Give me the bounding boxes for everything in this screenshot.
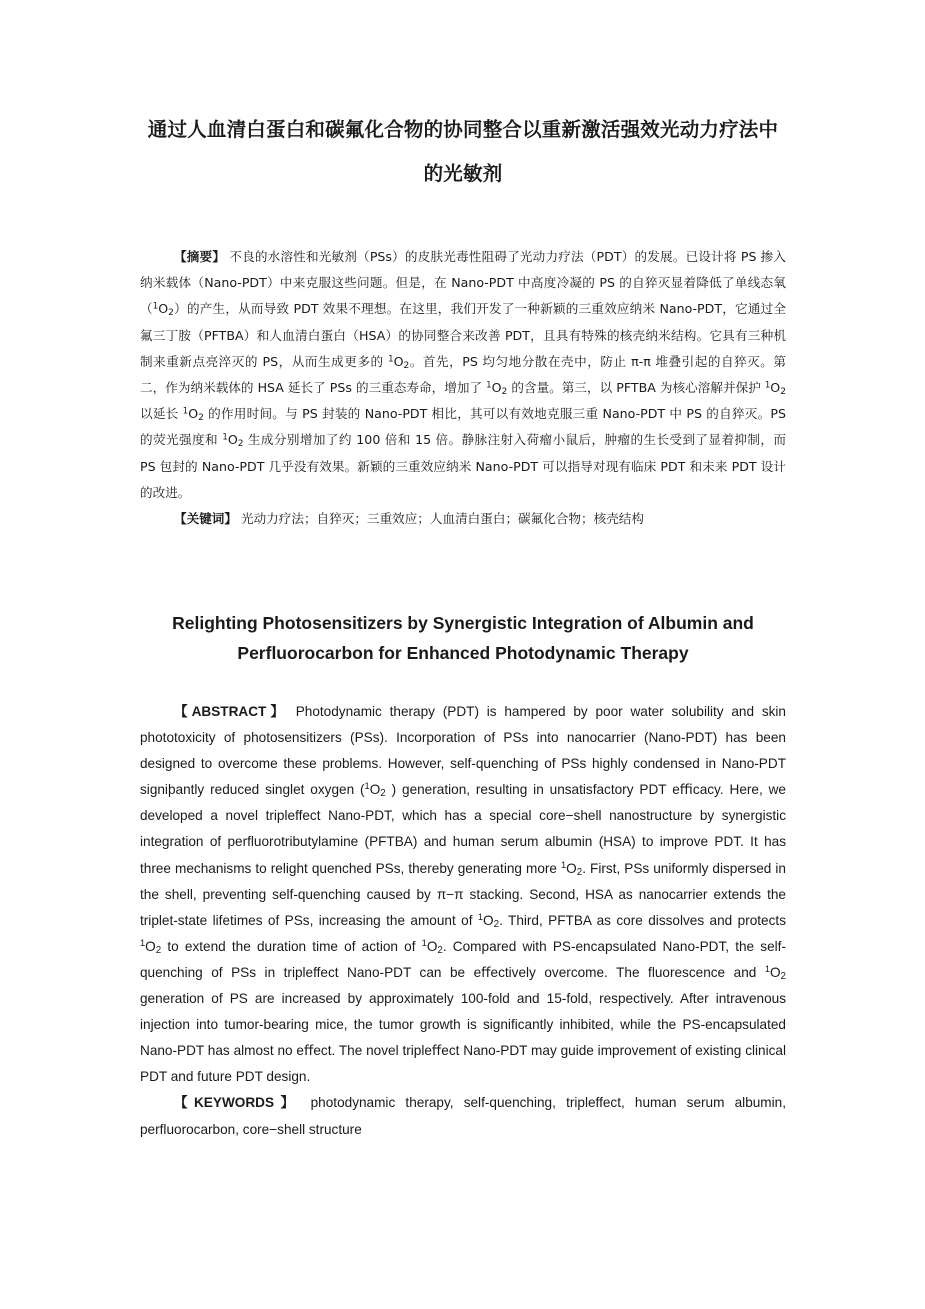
english-abstract-label: 【ABSTRACT】 <box>174 704 288 719</box>
chinese-keywords-label: 【关键词】 <box>174 511 237 527</box>
chinese-keywords-text: 光动力疗法；自猝灭；三重效应；人血清白蛋白；碳氟化合物；核壳结构 <box>236 511 644 527</box>
english-abstract-text: Photodynamic therapy (PDT) is hampered by poor water solubility and skin phototoxicity of photosensitizers (PSs). Incorporation of PSs into nanocarrier (Nano-PDT) has been designed to overcome these problems. However, self-quenching of PSs highly condensed in Nano-PDT signiþantly reduced singlet oxygen ($^1O_2$ ) generation, resulting in unsatisfactory PDT eﬃcacy. Here, we developed a novel tripleffect Nano-PDT, which has a special core−shell nanostructure by synergistic integration of perfluorotributylamine (PFTBA) and human serum albumin (HSA) to improve PDT. It has three mechanisms to relight quenched PSs, thereby generating more $^1O_2$. First, PSs uniformly dispersed in the shell, preventing self-quenching caused by π−π stacking. Second, HSA as nanocarrier extends the triplet-state lifetimes of PSs, increasing the amount of $^1O_2$. Third, PFTBA as core dissolves and protects $^1O_2$ to extend the duration time of action of $^1O_2$. Compared with PS-encapsulated Nano-PDT, the self-quenching of PSs in tripleffect Nano-PDT can be eﬀectively overcome. The fluorescence and $^1O_2$ generation of PS are increased by approximately 100-fold and 15-fold, respectively. After intravenous injection into tumor-bearing mice, the tumor growth is significantly inhibited, while the PS-encapsulated Nano-PDT has almost no eﬀect. The novel tripleﬀect Nano-PDT may guide improvement of existing clinical PDT and future PDT design. <box>140 704 786 1085</box>
english-keywords <box>140 1090 786 1142</box>
chinese-title: 通过人血清白蛋白和碳氟化合物的协同整合以重新激活强效光动力疗法中的光敏剂 <box>147 118 779 185</box>
english-keywords-label: 【KEYWORDS】 <box>174 1095 301 1111</box>
english-title <box>140 608 786 668</box>
chinese-keywords <box>140 506 786 532</box>
english-abstract <box>140 699 786 1090</box>
chinese-abstract-label: 【摘要】 <box>174 249 226 264</box>
english-title-line-2: Perfluorocarbon for Enhanced Photodynamic Therapy <box>237 643 689 663</box>
chinese-abstract-text: 不良的水溶性和光敏剂（PSs）的皮肤光毒性阻碍了光动力疗法（PDT）的发展。已设计将 PS 掺入纳米载体（Nano-PDT）中来克服这些问题。但是，在 Nano-PDT 中高度冷凝的 PS 的自猝灭显着降低了单线态氧$(^1O_2)$的产生，从而导致 PDT 效果不理想。在这里，我们开发了一种新颖的三重效应纳米 Nano-PDT，它通过全氟三丁胺（PFTBA）和人血清白蛋白（HSA）的协同整合来改善 PDT，且具有特殊的核壳纳米结构。它具有三种机制来重新点亮淬灭的 PS，从而生成更多的 $^1O_2$。首先，PS 均匀地分散在壳中，防止 π-π 堆叠引起的自猝灭。第二，作为纳米载体的 HSA 延长了 PSs 的三重态寿命，增加了 $^1O_2$ 的含量。第三，以 PFTBA 为核心溶解并保护 $^1O_2$ 以延长 $^1O_2$ 的作用时间。与 PS 封装的 Nano-PDT 相比，其可以有效地克服三重 Nano-PDT 中 PS 的自猝灭。PS 的荧光强度和 $^1O_2$ 生成分别增加了约 100 倍和 15 倍。静脉注射入荷瘤小鼠后，肿瘤的生长受到了显着抑制，而 PS 包封的 Nano-PDT 几乎没有效果。新颖的三重效应纳米 Nano-PDT 可以指导对现有临床 PDT 和未来 PDT 设计的改进。 <box>140 249 787 500</box>
english-abstract-section <box>140 699 786 1143</box>
english-keywords-text: photodynamic therapy, self-quenching, tripleffect, human serum albumin, perfluorocarbon, core−shell structure <box>140 1095 786 1137</box>
english-title-line-1: Relighting Photosensitizers by Synergistic Integration of Albumin and <box>172 613 754 633</box>
chinese-abstract <box>140 244 786 506</box>
chinese-abstract-section <box>140 244 786 532</box>
